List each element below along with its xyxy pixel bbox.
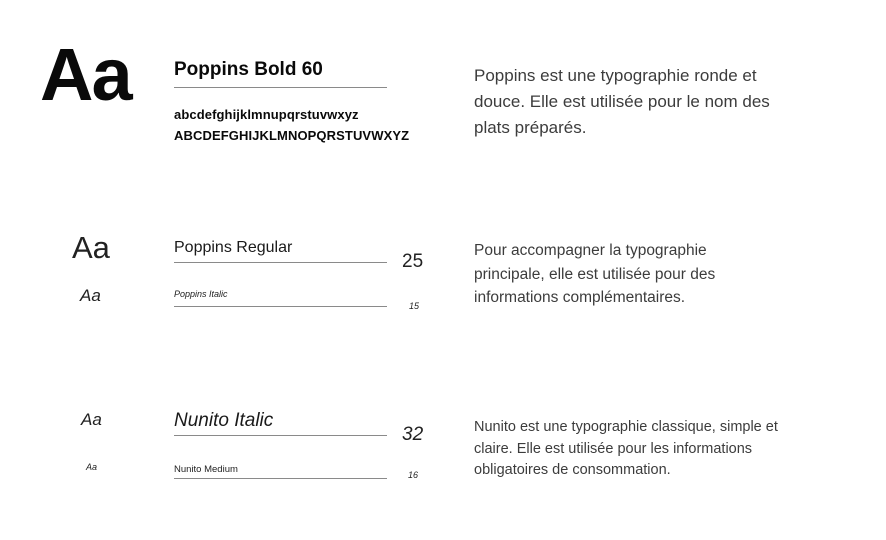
poppins-bold-sample: Aa bbox=[40, 33, 131, 116]
poppins-regular-divider bbox=[174, 262, 387, 263]
poppins-bold-uppercase: ABCDEFGHIJKLMNOPQRSTUVWXYZ bbox=[174, 128, 410, 143]
poppins-italic-size: 15 bbox=[409, 301, 420, 311]
poppins-regular-size: 25 bbox=[402, 251, 424, 272]
nunito-medium-divider bbox=[174, 478, 387, 479]
nunito-medium-title: Nunito Medium bbox=[174, 464, 238, 475]
poppins-regular-title: Poppins Regular bbox=[174, 239, 293, 256]
nunito-medium-sample: Aa bbox=[86, 462, 98, 472]
nunito-description: Nunito est une typographie classique, simple et claire. Elle est utilisée pour les informations obligatoires de consommation. bbox=[474, 419, 778, 478]
poppins-italic-title: Poppins Italic bbox=[174, 289, 228, 299]
poppins-regular-description: Pour accompagner la typographie principale, elle est utilisée pour des informations complémentaires. bbox=[474, 242, 716, 306]
poppins-bold-title: Poppins Bold 60 bbox=[174, 59, 323, 80]
poppins-italic-divider bbox=[174, 306, 387, 307]
nunito-italic-size: 32 bbox=[402, 424, 424, 445]
nunito-italic-divider bbox=[174, 435, 387, 436]
nunito-italic-sample: Aa bbox=[81, 410, 102, 429]
poppins-regular-sample: Aa bbox=[72, 230, 110, 265]
poppins-bold-divider bbox=[174, 87, 387, 88]
poppins-italic-sample: Aa bbox=[80, 286, 101, 305]
poppins-bold-lowercase: abcdefghijklmnupqrstuvwxyz bbox=[174, 107, 359, 122]
nunito-medium-size: 16 bbox=[408, 470, 419, 480]
poppins-bold-description: Poppins est une typographie ronde et douce. Elle est utilisée pour le nom des plats préparés. bbox=[474, 66, 770, 137]
nunito-italic-title: Nunito Italic bbox=[174, 410, 274, 431]
